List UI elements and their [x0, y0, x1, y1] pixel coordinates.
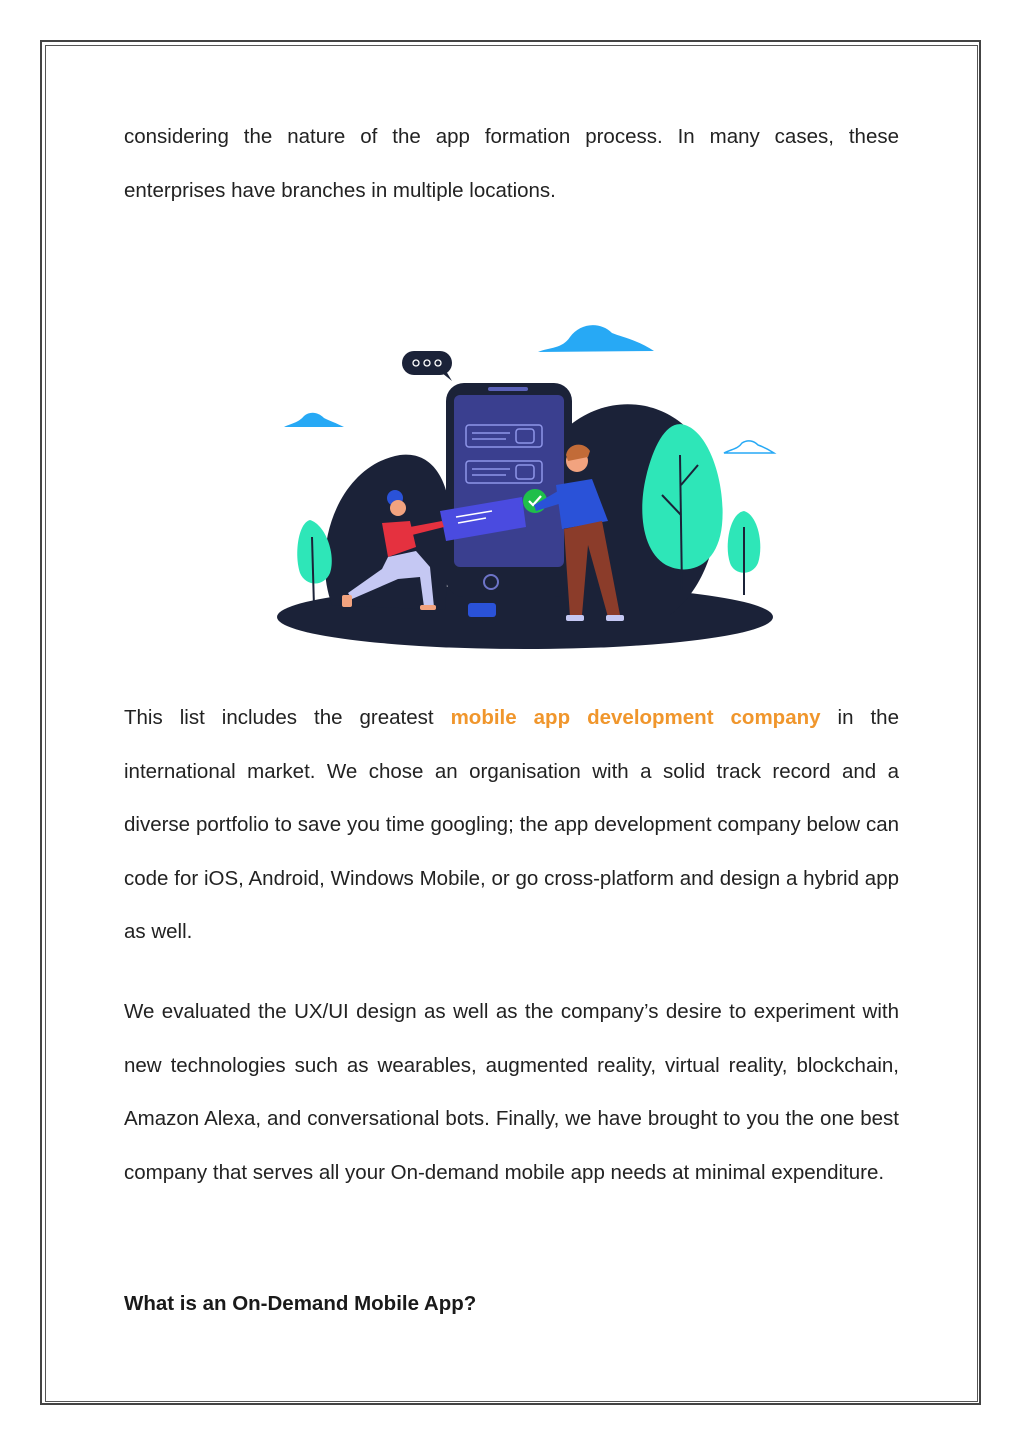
chat-bubble-icon: [402, 351, 452, 381]
cloud-icon: [284, 413, 344, 427]
list-paragraph-before-link: This list includes the greatest: [124, 706, 451, 729]
section-heading: What is an On-Demand Mobile App?: [124, 1292, 477, 1315]
list-paragraph-text: [124, 691, 899, 959]
box-shape: [468, 603, 496, 617]
intro-paragraph: [124, 110, 899, 217]
evaluation-paragraph-text: We evaluated the UX/UI design as well as the company’s desire to experiment with new technologies such as wearables, augmented reality, virtual reality, blockchain, Amazon Alexa, and conversational bots. Finally, we have brought to you the one best company that serves all your On-demand mobile app needs at minimal expenditure.: [124, 1000, 899, 1184]
tree-icon: [297, 520, 332, 607]
cloud-icon: [724, 441, 774, 453]
intro-paragraph-text: considering the nature of the app formation process. In many cases, these enterprises have branches in multiple locations.: [124, 125, 899, 202]
tree-icon: [728, 511, 761, 595]
app-development-illustration: [270, 315, 780, 655]
list-paragraph: [124, 691, 899, 959]
evaluation-paragraph: [124, 985, 899, 1199]
smartphone-icon: [446, 383, 572, 597]
mobile-app-development-company-link[interactable]: mobile app development company: [450, 706, 821, 729]
list-paragraph-after-link: in the international market. We chose an organisation with a solid track record and a diverse portfolio to save you time googling; the app development company below can code for iOS, Android, Windows Mobile, or go cross-platform and design a hybrid app as well.: [124, 706, 899, 943]
cloud-icon: [538, 325, 654, 352]
